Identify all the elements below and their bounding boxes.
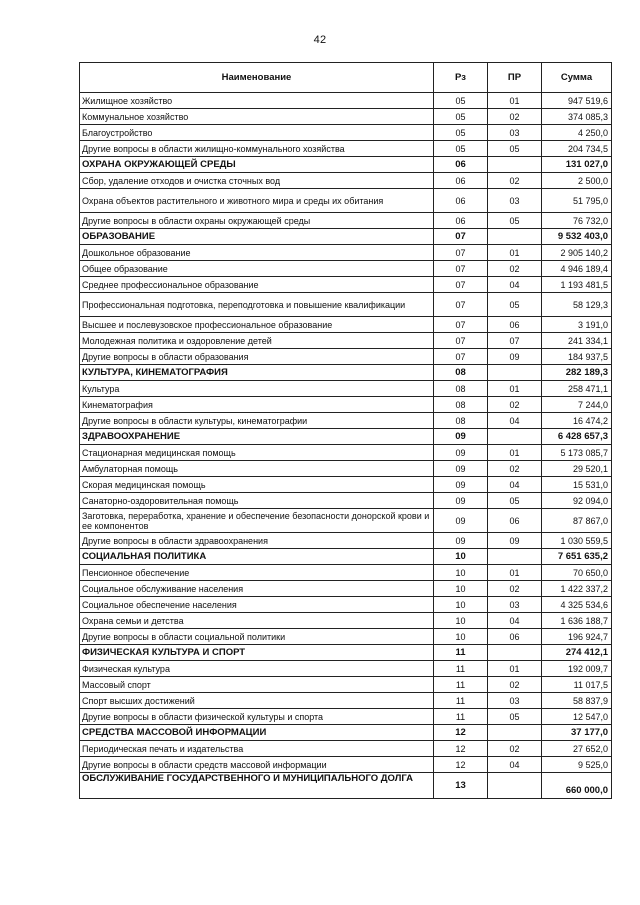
section-row xyxy=(80,549,612,565)
cell-pr: 03 xyxy=(488,189,542,213)
cell-rz: 08 xyxy=(434,381,488,397)
table-row xyxy=(80,757,612,773)
cell-pr xyxy=(488,429,542,445)
section-row xyxy=(80,365,612,381)
cell-pr: 04 xyxy=(488,277,542,293)
cell-sum: 4 250,0 xyxy=(542,125,612,141)
table-row xyxy=(80,509,612,533)
cell-name: СРЕДСТВА МАССОВОЙ ИНФОРМАЦИИ xyxy=(80,725,434,741)
cell-pr xyxy=(488,549,542,565)
cell-pr: 01 xyxy=(488,661,542,677)
table-row xyxy=(80,709,612,725)
cell-rz: 10 xyxy=(434,581,488,597)
cell-name: Другие вопросы в области физической культуры и спорта xyxy=(80,709,434,725)
cell-pr xyxy=(488,229,542,245)
cell-name: Охрана семьи и детства xyxy=(80,613,434,629)
table-body xyxy=(80,93,612,799)
cell-name: ОБРАЗОВАНИЕ xyxy=(80,229,434,245)
table-row xyxy=(80,173,612,189)
section-row xyxy=(80,229,612,245)
cell-rz: 10 xyxy=(434,597,488,613)
page-number: 42 xyxy=(313,34,327,46)
table-row xyxy=(80,277,612,293)
cell-rz: 08 xyxy=(434,413,488,429)
cell-name: Социальное обеспечение населения xyxy=(80,597,434,613)
cell-pr: 01 xyxy=(488,445,542,461)
table-row xyxy=(80,413,612,429)
cell-name: Общее образование xyxy=(80,261,434,277)
cell-name: Санаторно-оздоровительная помощь xyxy=(80,493,434,509)
table-row xyxy=(80,741,612,757)
cell-pr: 05 xyxy=(488,213,542,229)
section-row xyxy=(80,773,612,799)
cell-rz: 11 xyxy=(434,677,488,693)
header-sum: Сумма xyxy=(542,63,612,93)
table-row xyxy=(80,141,612,157)
cell-pr: 02 xyxy=(488,741,542,757)
cell-name: Другие вопросы в области культуры, кинематографии xyxy=(80,413,434,429)
cell-rz: 10 xyxy=(434,613,488,629)
header-name: Наименование xyxy=(80,63,434,93)
cell-pr: 09 xyxy=(488,533,542,549)
cell-name: ЗДРАВООХРАНЕНИЕ xyxy=(80,429,434,445)
cell-pr: 01 xyxy=(488,565,542,581)
cell-pr: 04 xyxy=(488,613,542,629)
cell-rz: 09 xyxy=(434,477,488,493)
cell-sum: 2 905 140,2 xyxy=(542,245,612,261)
cell-sum: 1 030 559,5 xyxy=(542,533,612,549)
cell-name: Высшее и послевузовское профессиональное образование xyxy=(80,317,434,333)
cell-sum: 282 189,3 xyxy=(542,365,612,381)
cell-pr: 03 xyxy=(488,597,542,613)
cell-sum: 27 652,0 xyxy=(542,741,612,757)
table-row xyxy=(80,565,612,581)
cell-rz: 06 xyxy=(434,213,488,229)
cell-name: Другие вопросы в области жилищно-коммунального хозяйства xyxy=(80,141,434,157)
cell-rz: 08 xyxy=(434,365,488,381)
cell-sum: 9 525,0 xyxy=(542,757,612,773)
cell-name: Культура xyxy=(80,381,434,397)
section-row xyxy=(80,429,612,445)
cell-rz: 11 xyxy=(434,693,488,709)
cell-sum: 58 129,3 xyxy=(542,293,612,317)
cell-name: Жилищное хозяйство xyxy=(80,93,434,109)
cell-sum: 947 519,6 xyxy=(542,93,612,109)
table-row xyxy=(80,349,612,365)
cell-sum: 1 193 481,5 xyxy=(542,277,612,293)
cell-sum: 131 027,0 xyxy=(542,157,612,173)
cell-rz: 11 xyxy=(434,709,488,725)
cell-rz: 06 xyxy=(434,173,488,189)
cell-pr: 01 xyxy=(488,245,542,261)
cell-name: ОХРАНА ОКРУЖАЮЩЕЙ СРЕДЫ xyxy=(80,157,434,173)
cell-sum: 7 651 635,2 xyxy=(542,549,612,565)
cell-rz: 07 xyxy=(434,317,488,333)
cell-pr: 03 xyxy=(488,693,542,709)
cell-sum: 16 474,2 xyxy=(542,413,612,429)
cell-rz: 11 xyxy=(434,661,488,677)
cell-rz: 09 xyxy=(434,461,488,477)
cell-rz: 07 xyxy=(434,333,488,349)
cell-name: Благоустройство xyxy=(80,125,434,141)
budget-table xyxy=(79,62,612,799)
cell-rz: 08 xyxy=(434,397,488,413)
table-row xyxy=(80,597,612,613)
table-row xyxy=(80,261,612,277)
cell-name: Другие вопросы в области средств массовой информации xyxy=(80,757,434,773)
section-row xyxy=(80,725,612,741)
cell-sum: 184 937,5 xyxy=(542,349,612,365)
cell-name: Молодежная политика и оздоровление детей xyxy=(80,333,434,349)
cell-rz: 10 xyxy=(434,565,488,581)
cell-sum: 29 520,1 xyxy=(542,461,612,477)
cell-pr: 03 xyxy=(488,125,542,141)
cell-name: СОЦИАЛЬНАЯ ПОЛИТИКА xyxy=(80,549,434,565)
cell-rz: 09 xyxy=(434,445,488,461)
cell-rz: 10 xyxy=(434,549,488,565)
cell-sum: 274 412,1 xyxy=(542,645,612,661)
cell-rz: 13 xyxy=(434,773,488,799)
cell-sum: 87 867,0 xyxy=(542,509,612,533)
table-row xyxy=(80,93,612,109)
cell-pr xyxy=(488,725,542,741)
cell-pr xyxy=(488,157,542,173)
cell-pr: 06 xyxy=(488,317,542,333)
table-row xyxy=(80,213,612,229)
cell-sum: 192 009,7 xyxy=(542,661,612,677)
cell-name: Спорт высших достижений xyxy=(80,693,434,709)
cell-pr: 04 xyxy=(488,477,542,493)
cell-rz: 07 xyxy=(434,349,488,365)
cell-name: Другие вопросы в области социальной политики xyxy=(80,629,434,645)
cell-pr: 02 xyxy=(488,677,542,693)
cell-name: Другие вопросы в области образования xyxy=(80,349,434,365)
cell-sum: 76 732,0 xyxy=(542,213,612,229)
cell-pr: 05 xyxy=(488,141,542,157)
cell-pr xyxy=(488,645,542,661)
table-row xyxy=(80,629,612,645)
cell-rz: 05 xyxy=(434,125,488,141)
cell-rz: 12 xyxy=(434,725,488,741)
cell-name: Социальное обслуживание населения xyxy=(80,581,434,597)
cell-rz: 07 xyxy=(434,245,488,261)
cell-rz: 06 xyxy=(434,157,488,173)
cell-pr xyxy=(488,773,542,799)
table-row xyxy=(80,397,612,413)
cell-sum: 2 500,0 xyxy=(542,173,612,189)
cell-name: Пенсионное обеспечение xyxy=(80,565,434,581)
table-row xyxy=(80,125,612,141)
cell-name: Другие вопросы в области здравоохранения xyxy=(80,533,434,549)
cell-name: Сбор, удаление отходов и очистка сточных вод xyxy=(80,173,434,189)
cell-name: Периодическая печать и издательства xyxy=(80,741,434,757)
cell-sum: 660 000,0 xyxy=(542,773,612,799)
cell-rz: 09 xyxy=(434,533,488,549)
cell-pr: 05 xyxy=(488,709,542,725)
cell-pr xyxy=(488,365,542,381)
table-row xyxy=(80,677,612,693)
cell-name: ОБСЛУЖИВАНИЕ ГОСУДАРСТВЕННОГО И МУНИЦИПАЛЬНОГО ДОЛГА xyxy=(80,773,434,799)
cell-pr: 05 xyxy=(488,293,542,317)
cell-sum: 92 094,0 xyxy=(542,493,612,509)
cell-name: Кинематография xyxy=(80,397,434,413)
cell-sum: 4 946 189,4 xyxy=(542,261,612,277)
section-row xyxy=(80,645,612,661)
cell-sum: 51 795,0 xyxy=(542,189,612,213)
cell-pr: 01 xyxy=(488,381,542,397)
cell-name: Стационарная медицинская помощь xyxy=(80,445,434,461)
header-rz: Рз xyxy=(434,63,488,93)
cell-pr: 02 xyxy=(488,173,542,189)
cell-sum: 374 085,3 xyxy=(542,109,612,125)
cell-sum: 5 173 085,7 xyxy=(542,445,612,461)
cell-name: Скорая медицинская помощь xyxy=(80,477,434,493)
table-row xyxy=(80,293,612,317)
cell-rz: 05 xyxy=(434,109,488,125)
cell-rz: 12 xyxy=(434,741,488,757)
cell-sum: 3 191,0 xyxy=(542,317,612,333)
cell-rz: 09 xyxy=(434,493,488,509)
cell-sum: 241 334,1 xyxy=(542,333,612,349)
cell-rz: 06 xyxy=(434,189,488,213)
cell-rz: 05 xyxy=(434,93,488,109)
cell-sum: 15 531,0 xyxy=(542,477,612,493)
cell-pr: 05 xyxy=(488,493,542,509)
table-row xyxy=(80,333,612,349)
cell-sum: 9 532 403,0 xyxy=(542,229,612,245)
cell-sum: 204 734,5 xyxy=(542,141,612,157)
cell-name: КУЛЬТУРА, КИНЕМАТОГРАФИЯ xyxy=(80,365,434,381)
cell-name: Профессиональная подготовка, переподготовка и повышение квалификации xyxy=(80,293,434,317)
cell-rz: 09 xyxy=(434,429,488,445)
cell-sum: 12 547,0 xyxy=(542,709,612,725)
table-row xyxy=(80,613,612,629)
table-row xyxy=(80,461,612,477)
table-row xyxy=(80,245,612,261)
cell-rz: 07 xyxy=(434,293,488,317)
table-row xyxy=(80,493,612,509)
cell-pr: 02 xyxy=(488,109,542,125)
cell-name: Среднее профессиональное образование xyxy=(80,277,434,293)
table-row xyxy=(80,381,612,397)
cell-pr: 06 xyxy=(488,509,542,533)
table-row xyxy=(80,533,612,549)
cell-name: Массовый спорт xyxy=(80,677,434,693)
cell-pr: 02 xyxy=(488,397,542,413)
cell-name: Дошкольное образование xyxy=(80,245,434,261)
cell-rz: 10 xyxy=(434,629,488,645)
cell-pr: 02 xyxy=(488,461,542,477)
cell-name: Коммунальное хозяйство xyxy=(80,109,434,125)
table-header-row xyxy=(80,63,612,93)
cell-sum: 37 177,0 xyxy=(542,725,612,741)
cell-rz: 07 xyxy=(434,229,488,245)
table-row xyxy=(80,109,612,125)
cell-sum: 258 471,1 xyxy=(542,381,612,397)
cell-name: ФИЗИЧЕСКАЯ КУЛЬТУРА И СПОРТ xyxy=(80,645,434,661)
cell-rz: 07 xyxy=(434,261,488,277)
cell-pr: 02 xyxy=(488,581,542,597)
cell-sum: 70 650,0 xyxy=(542,565,612,581)
table-row xyxy=(80,189,612,213)
table-row xyxy=(80,581,612,597)
table-row xyxy=(80,477,612,493)
cell-pr: 01 xyxy=(488,93,542,109)
cell-sum: 1 422 337,2 xyxy=(542,581,612,597)
cell-name: Заготовка, переработка, хранение и обеспечение безопасности донорской крови и ее компонентов xyxy=(80,509,434,533)
cell-sum: 6 428 657,3 xyxy=(542,429,612,445)
cell-rz: 11 xyxy=(434,645,488,661)
cell-name: Другие вопросы в области охраны окружающей среды xyxy=(80,213,434,229)
cell-sum: 11 017,5 xyxy=(542,677,612,693)
section-row xyxy=(80,157,612,173)
cell-rz: 12 xyxy=(434,757,488,773)
cell-sum: 1 636 188,7 xyxy=(542,613,612,629)
cell-rz: 07 xyxy=(434,277,488,293)
table-row xyxy=(80,317,612,333)
header-pr: ПР xyxy=(488,63,542,93)
cell-pr: 09 xyxy=(488,349,542,365)
cell-rz: 09 xyxy=(434,509,488,533)
cell-name: Охрана объектов растительного и животного мира и среды их обитания xyxy=(80,189,434,213)
table-row xyxy=(80,661,612,677)
cell-pr: 02 xyxy=(488,261,542,277)
cell-sum: 7 244,0 xyxy=(542,397,612,413)
cell-name: Амбулаторная помощь xyxy=(80,461,434,477)
cell-pr: 06 xyxy=(488,629,542,645)
table-row xyxy=(80,693,612,709)
cell-sum: 196 924,7 xyxy=(542,629,612,645)
cell-sum: 58 837,9 xyxy=(542,693,612,709)
cell-pr: 04 xyxy=(488,413,542,429)
table-row xyxy=(80,445,612,461)
cell-pr: 04 xyxy=(488,757,542,773)
cell-name: Физическая культура xyxy=(80,661,434,677)
cell-rz: 05 xyxy=(434,141,488,157)
cell-sum: 4 325 534,6 xyxy=(542,597,612,613)
cell-pr: 07 xyxy=(488,333,542,349)
